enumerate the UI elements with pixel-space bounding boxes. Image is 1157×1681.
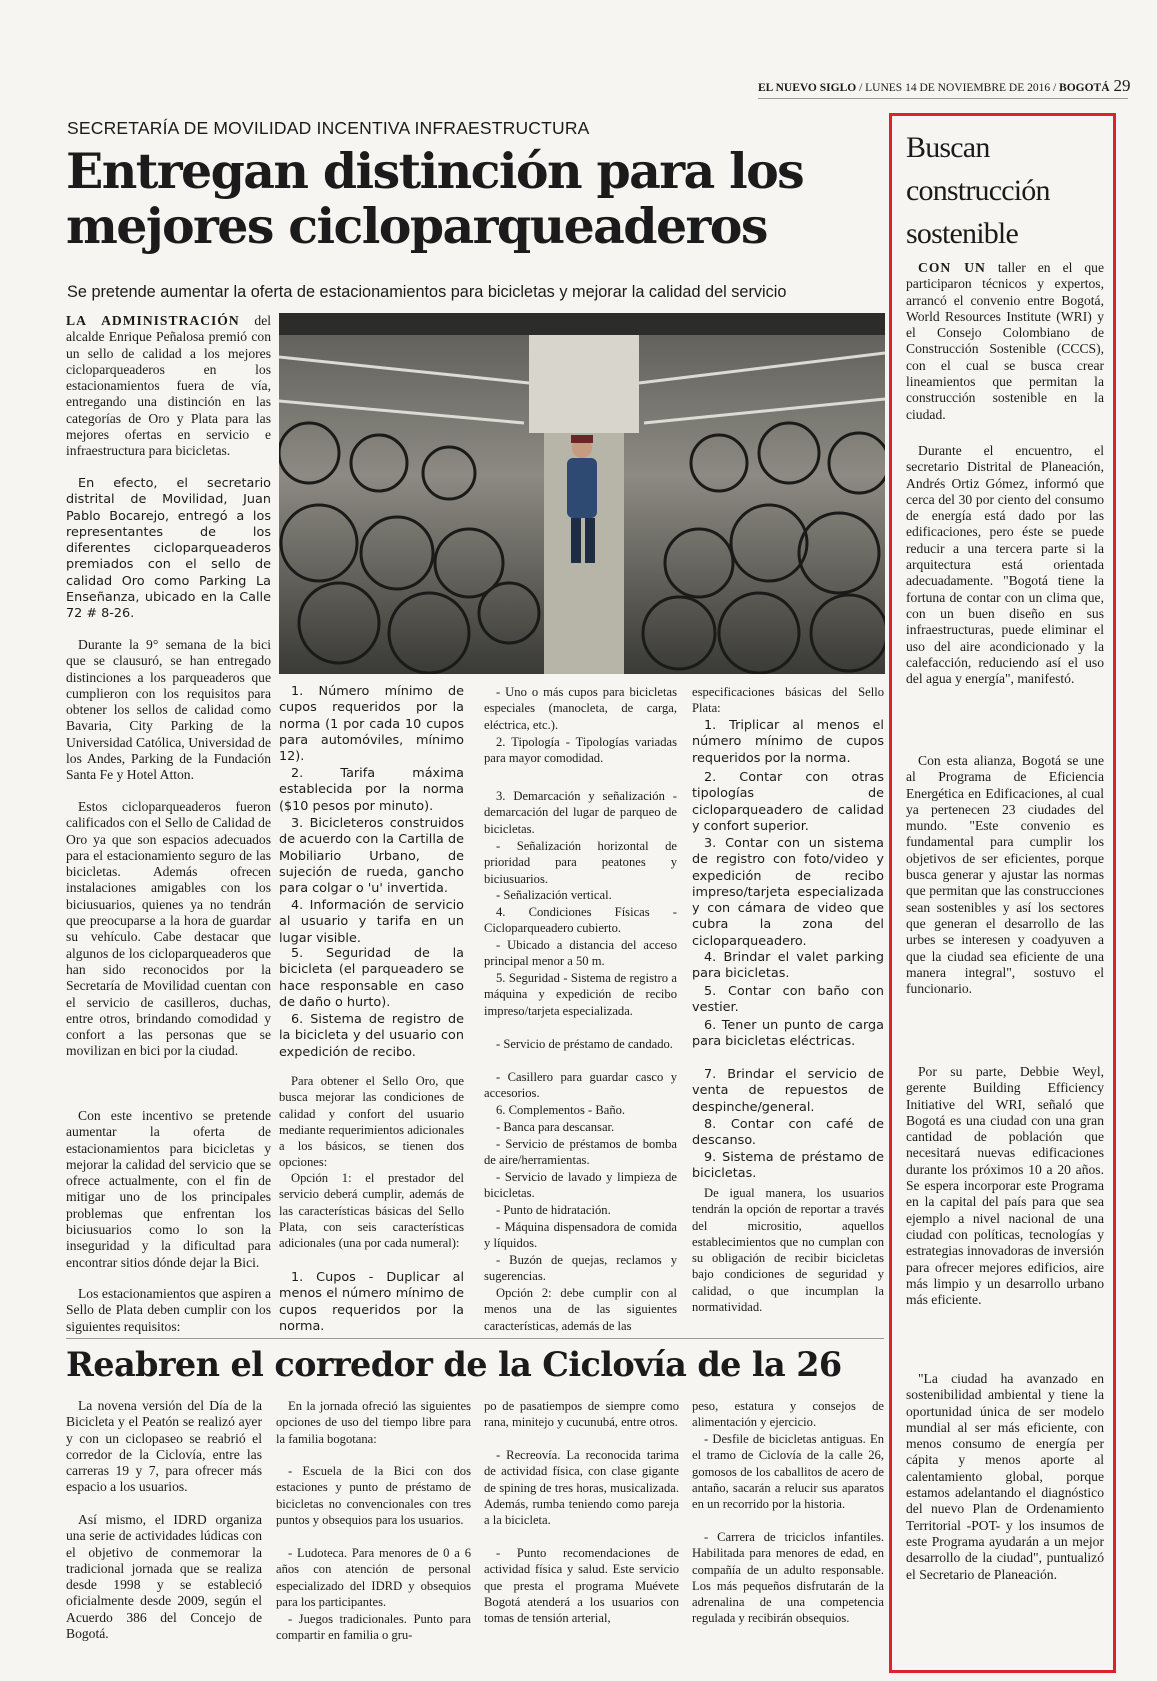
article-col4-i4: 4. Brindar el valet parking para bicicletas. [692, 950, 884, 982]
article-col3-l7: - Ubicado a distancia del acceso principal menor a 50 m. [484, 938, 677, 969]
article-col3-l4: - Señalización horizontal de prioridad para peatones y biciusuarios. [484, 839, 677, 886]
article-subhead: Se pretende aumentar la oferta de estacionamientos para bicicletas y mejorar la calidad del servicio [67, 283, 787, 301]
article-col3-l8: 5. Seguridad - Sistema de registro a máquina y expedición de recibo impreso/tarjeta especializada. [484, 971, 677, 1018]
article-kicker: SECRETARÍA DE MOVILIDAD INCENTIVA INFRAESTRUCTURA [67, 118, 590, 138]
sidebar-title: Buscan construcción sostenible [906, 131, 1050, 250]
article-col3-l17: - Buzón de quejas, reclamos y sugerencias. [484, 1253, 677, 1284]
article-col1-p6: Los estacionamientos que aspiren a Sello de Plata deben cumplir con los siguientes requisitos: [66, 1286, 271, 1334]
sidebar-p4: Por su parte, Debbie Weyl, gerente Building Efficiency Initiative del WRI, señaló que Bogotá es una ciudad con una gran cantidad de población que necesitará nuevas edificaciones durante los próximos 10 a 20 años. Se espera incorporar este Programa en la capital del país para que sea ejemplo a nivel nacional de una ciudad con políticas, tecnologías y estrategias innovadoras de inversión para ofrecer mejores edificios, aire más limpio y un desarrollo urbano más eficiente. [906, 1064, 1104, 1308]
article-col3-l9: - Servicio de préstamo de candado. [496, 1037, 673, 1051]
article-col4-i7: 7. Brindar el servicio de venta de repuestos de despinche/general. [692, 1067, 884, 1115]
article-col3-l2: 2. Tipología - Tipologías variadas para mayor comodidad. [484, 735, 677, 766]
article-col4-p0: especificaciones básicas del Sello Plata: [692, 685, 884, 716]
article-col2-i2: 2. Tarifa máxima establecida por la norma ($10 pesos por minuto). [279, 766, 464, 814]
article-col3-l11: 6. Complementos - Baño. [496, 1103, 626, 1117]
article-col2-i7: 1. Cupos - Duplicar al menos el número mínimo de cupos requeridos por la norma. [279, 1270, 464, 1334]
publication-name: EL NUEVO SIGLO [758, 82, 857, 94]
page-number: 29 [1113, 76, 1131, 95]
article-col4-p1: De igual manera, los usuarios tendrán la opción de reportar a través del micrositio, aquellos establecimientos que no cumplan con su obligación de recibir bicicletas bajo condiciones de seguridad y calidad, o que incumplan la normatividad. [692, 1186, 884, 1315]
article-col3-l13: - Servicio de préstamos de bomba de aire/herramientas. [484, 1137, 677, 1168]
article-col4-i8: 8. Contar con café de descanso. [692, 1117, 884, 1149]
article2-c3-p3: - Punto recomendaciones de actividad física y salud. Este servicio que presta el programa Muévete Bogotá atenderá a los usuarios con tomas de tensión arterial, [484, 1546, 679, 1626]
article-col2-p2: Opción 1: el prestador del servicio deberá cumplir, además de las características básicas del Sello Plata, con seis características adicionales (una por cada numeral): [279, 1171, 464, 1251]
article-col2-i3: 3. Bicicleteros construidos de acuerdo con la Cartilla de Mobiliario Urbano, de sujeción de rueda, gancho para colgar o 'u' invertida. [279, 816, 464, 897]
article2-c3-p2: - Recreovía. La reconocida tarima de actividad física, con clase gigante de spining de tres horas, musicalizada. Además, rumba teniendo como pareja a la bicicleta. [484, 1448, 679, 1528]
article-col3-l12: - Banca para descansar. [496, 1120, 615, 1134]
article-col2-i1: 1. Número mínimo de cupos requeridos por la norma (1 por cada 10 cupos para automóviles, mínimo 12). [279, 684, 464, 765]
bicycle-parking-photo [279, 313, 885, 674]
lead-caps: LA ADMINISTRACIÓN [66, 313, 240, 328]
article2-c2-p4: - Juegos tradicionales. Punto para compartir en familia o gru- [276, 1612, 471, 1643]
article-headline: Entregan distinción para los mejores cicloparqueaderos [66, 142, 804, 255]
article-col1-p2: En efecto, el secretario distrital de Movilidad, Juan Pablo Bocarejo, entregó a los representantes de los diferentes cicloparqueaderos premiados con el sello de calidad Oro como Parking La Enseñanza, ubicado en la Calle 72 # 8-26. [66, 476, 271, 622]
article-col3-l5: - Señalización vertical. [496, 888, 612, 902]
sidebar-p3: Con esta alianza, Bogotá se une al Programa de Eficiencia Energética en Edificaciones, al cual ya pertenecen 23 ciudades del mundo. "Este convenio es fundamental para cumplir los objetivos de ser eficientes, porque busca generar y ajustar las normas que permitan que las construcciones sean sostenibles y así los sectores que generan el desarrollo de las urbes se interesen y coadyuven a que la ciudad sea eficiente de una manera integral", sostuvo el funcionario. [906, 753, 1104, 997]
article2-headline: Reabren el corredor de la Ciclovía de la 26 [66, 1345, 842, 1384]
sidebar-p1: CON UN taller en el que participaron técnicos y expertos, arrancó el convenio entre Bogotá, World Resources Institute (WRI) y el Consejo Colombiano de Construcción Sostenible (CCCS), con el cual se busca crear lineamientos que permitan la construcción sostenible en la ciudad. [906, 260, 1105, 422]
article-col3-l18: Opción 2: debe cumplir con al menos una de las siguientes características, además de las [484, 1286, 677, 1333]
article-col3-l10: - Casillero para guardar casco y accesorios. [484, 1070, 677, 1101]
city-name: BOGOTÁ [1059, 82, 1110, 94]
article-col4-i9: 9. Sistema de préstamo de bicicletas. [692, 1150, 884, 1182]
article2-c4-p2: - Desfile de bicicletas antiguas. En el tramo de Ciclovía de la calle 26, gomosos de los caballitos de acero de antaño, sacarán a relucir sus aparatos en un recorrido por la historia. [692, 1432, 884, 1512]
article-col1-p3: Durante la 9° semana de la bici que se clausuró, se han entregado distinciones a los parqueaderos que cumplieron con los requisitos para obtener los sellos de calidad como Bavaria, City Parking de la Universidad Católica, Universidad de los Andes, Parking de la Fundación Santa Fe y Hotel Atton. [66, 637, 271, 783]
article2-c2-p2: - Escuela de la Bici con dos estaciones y punto de préstamo de bicicletas no convencionales con tres puntos y obsequios para los usuarios. [276, 1464, 471, 1527]
article2-c1-p1: La novena versión del Día de la Bicicleta y el Peatón se realizó ayer y con un ciclopaseo se reabrió el corredor de la Ciclovía, entre las carreras 19 y 7, para ofrecer más espacio a los usuarios. [66, 1398, 262, 1495]
article-col1-p1: LA ADMINISTRACIÓN del alcalde Enrique Peñalosa premió con un sello de calidad a los mejores cicloparqueaderos en los estacionamientos fuera de vía, entregando una distinción en las categorías de Oro y Plata para las mejores ofertas en servicio e infraestructura para bicicletas. [66, 313, 271, 459]
article2-c2-p3: - Ludoteca. Para menores de 0 a 6 años con atención de personal especializado del IDRD y obsequios para los participantes. [276, 1546, 471, 1609]
sidebar-lead-caps: CON UN [918, 260, 986, 275]
article2-c1-p2: Así mismo, el IDRD organiza una serie de actividades lúdicas con el objetivo de conmemorar la tradicional jornada que se realiza desde 1998 y se estableció oficialmente desde 2009, según el Acuerdo 386 del Concejo de Bogotá. [66, 1512, 262, 1642]
bicycle-icon [279, 313, 885, 674]
article-col3-l1: - Uno o más cupos para bicicletas especiales (manocleta, de carga, eléctrica, etc.). [484, 685, 677, 732]
header-rule [758, 98, 1128, 99]
sidebar-p2: Durante el encuentro, el secretario Distrital de Planeación, Andrés Ortiz Gómez, informó que cerca del 30 por ciento del consumo de energía está dado por las edificaciones, pero éste se puede reducir a una tercera parte si la arquitectura está orientada adecuadamente. "Bogotá tiene la fortuna de contar con un clima que, con un buen diseño en sus infraestructuras, puede eliminar el uso del aire acondicionado y la calefacción, reduciendo así el uso del agua y energía", manifestó. [906, 443, 1104, 687]
article-col3-l16: - Máquina dispensadora de comida y líquidos. [484, 1220, 677, 1251]
article-col2-i4: 4. Información de servicio al usuario y tarifa en un lugar visible. [279, 898, 464, 946]
article-col3-l14: - Servicio de lavado y limpieza de bicicletas. [484, 1170, 677, 1201]
article2-c2-p1: En la jornada ofreció las siguientes opciones de uso del tiempo libre para la familia bogotana: [276, 1399, 471, 1446]
article-col1-p5: Con este incentivo se pretende aumentar la oferta de estacionamientos para bicicletas y mejorar la calidad del servicio que se ofrece actualmente, con el fin de mitigar uno de los principales problemas que enfrentan los biciusuarios como lo son la inseguridad y la dificultad para encontrar sitios dónde dejar la Bici. [66, 1108, 271, 1270]
article-col2-i6: 6. Sistema de registro de la bicicleta y del usuario con expedición de recibo. [279, 1012, 464, 1060]
article-col4-i5: 5. Contar con baño con vestier. [692, 984, 884, 1016]
article-col2-i5: 5. Seguridad de la bicicleta (el parqueadero se hace responsable en caso de daño o hurto). [279, 946, 464, 1010]
article-col4-i2: 2. Contar con otras tipologías de cicloparqueadero de calidad y confort superior. [692, 770, 884, 834]
article-col2-p1: Para obtener el Sello Oro, que busca mejorar las condiciones de calidad y confort del usuario mediante requerimientos adicionales a los básicos, se tienen dos opciones: [279, 1074, 464, 1170]
article2-c4-p1: peso, estatura y consejos de alimentación y ejercicio. [692, 1399, 884, 1430]
sidebar-p5: "La ciudad ha avanzado en sostenibilidad ambiental y tiene la oportunidad única de ser modelo mundial al ser más eficiente, con menos consumo de energía per cápita y menos aporte al calentamiento global, porque estamos adelantando el diagnóstico del nuevo Plan de Ordenamiento Territorial -POT- y los insumos de este Programa ayudarán a un mejor desarrollo de la ciudad", puntualizó el Secretario de Planeación. [906, 1371, 1104, 1582]
article-col3-l3: 3. Demarcación y señalización - demarcación del lugar de parqueo de bicicletas. [484, 789, 677, 836]
article2-c4-p3: - Carrera de triciclos infantiles. Habilitada para menores de edad, en compañía de un adulto responsable. Los más pequeños disfrutarán de la adrenalina de una competencia regulada y recibirán obsequios. [692, 1530, 884, 1626]
article-col1-p4: Estos cicloparqueaderos fueron calificados con el Sello de Calidad de Oro ya que son espacios adecuados para el estacionamiento seguro de las bicicletas. Además ofrecen instalaciones amigables con los biciusuarios, quienes ya no tendrán que preocuparse a la hora de guardar su vehículo. Cabe destacar que algunos de los cicloparqueaderos que han sido reconocidos por la Secretaría de Movilidad cuentan con el servicio de casilleros, duchas, entre otros, brindando comodidad y confort a las personas que se movilizan en bici por la ciudad. [66, 799, 271, 1059]
article-col3-l15: - Punto de hidratación. [496, 1203, 611, 1217]
article-col4-i1: 1. Triplicar al menos el número mínimo de cupos requeridos por la norma. [692, 718, 884, 766]
article-col4-i3: 3. Contar con un sistema de registro con foto/video y expedición de recibo impreso/tarjeta especializada y con cámara de video que cubra la zona del cicloparqueadero. [692, 836, 884, 949]
article-col4-i6: 6. Tener un punto de carga para bicicletas eléctricas. [692, 1018, 884, 1050]
article-col3-l6: 4. Condiciones Físicas - Cicloparqueadero cubierto. [484, 905, 677, 936]
date-line: / LUNES 14 DE NOVIEMBRE DE 2016 / [856, 82, 1060, 94]
article2-c3-p1: po de pasatiempos de siempre como rana, minitejo y cucunubá, entre otros. [484, 1399, 679, 1430]
article-separator [66, 1338, 884, 1339]
page-header [758, 76, 1131, 98]
